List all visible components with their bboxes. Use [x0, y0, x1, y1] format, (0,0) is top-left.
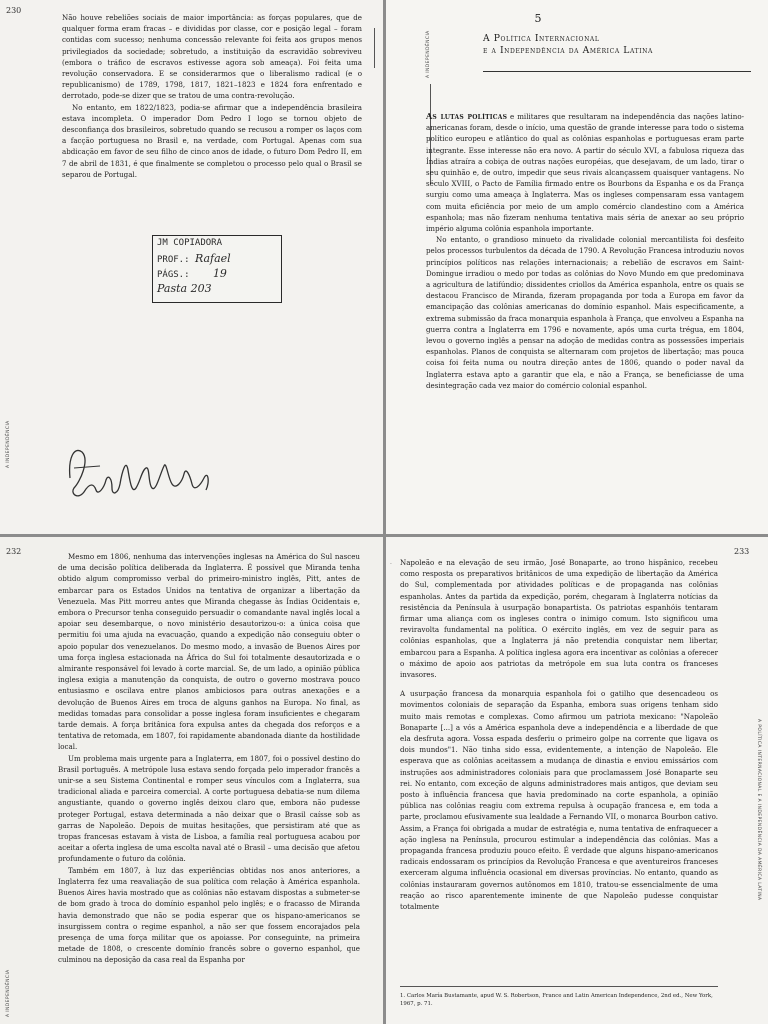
stamp-pags-value: 19 — [212, 267, 227, 280]
lead-words: As lutas políticas — [426, 111, 508, 121]
stamp-pags-label: PÁGS.: — [157, 270, 190, 280]
paragraph: No entanto, o grandioso minueto da rivalidade colonial mercantilista foi desfeito pelos processos turbulentos da década de 1790. A Revolução Francesa introduziu novos princípios políticos nas relações internacionais; a rebelião de escravos em Saint-Domingue irradiou o medo por todas as colônias do Novo Mundo em que predominava a agricultura de latifúndio; dissidentes criollos da América espanhola, entre os quais se destacou Francisco de Miranda, fizeram propaganda por toda a Europa em favor da emancipação das colônias americanas do domínio espanhol. Mais especificamente, a extrema submissão da fraca monarquia espanhola à França, que envolveu a Espanha na guerra contra a Inglaterra em 1796 e novamente, após uma curta trégua, em 1804, levou o governo inglês a pensar na adoção de medidas contra as possessões imperiais espanholas. Planos de conquista se alternaram com projetos de libertação; mas pouca coisa foi feita numa ou noutra direção antes de 1806, quando o poder naval da Inglaterra estava apto a garantir que ela, e não a França, se beneficiasse de uma desintegração cada vez maior do comércio colonial espanhol. — [426, 235, 744, 390]
handwritten-signature — [60, 438, 220, 510]
page-233 — [386, 537, 768, 1024]
title-rule — [483, 71, 751, 72]
paragraph: Mesmo em 1806, nenhuma das intervenções inglesas na América do Sul nasceu de uma decisão política deliberada da Inglaterra. É possível que Miranda tenha obtido algum compromisso verbal do primeiro-ministro inglês, Pitt, antes de embarcar para os Estados Unidos na tentativa de organizar a libertação da Venezuela. Mas Pitt morreu antes que Miranda chegasse às Índias Ocidentais e, embora o Precursor tenha conseguido persuadir o comandante naval inglês local a apoiar seu desembarque, o novo ministério desautorizou-o: a única coisa que permitiu foi uma ajuda na evacuação, quando a expedição não conseguiu obter o apoio popular dos venezuelanos. Do mesmo modo, a invasão de Buenos Aires por uma força inglesa estacionada na África do Sul foi totalmente desautorizada e o almirante responsável foi levado à corte marcial. Se, de um lado, a opinião pública inglesa exigia a manutenção da conquista, de outro o governo mostrava pouco entusiasmo e oscilava entre planos ambiciosos para outras anexações e a devolução de Buenos Aires em troca de alguns ganhos na Europa. No final, as medidas tomadas para consolidar a posse inglesa foram insuficientes e chegaram tarde demais. A força britânica fora expulsa antes da chegada dos reforços e a tentativa de retomada, em 1807, foi rapidamente abandonada diante da hostilidade local. — [58, 552, 360, 752]
running-head: A INDEPENDÊNCIA — [6, 969, 11, 1017]
text-column — [400, 557, 718, 912]
paragraph: No entanto, em 1822/1823, podia-se afirmar que a independência brasileira estava incompleta. O imperador Dom Pedro I logo se tornou objeto de desconfiança dos brasileiros, sobretudo quando se recusou a romper os laços com a facção portuguesa no Brasil e, na verdade, com Portugal. Apenas com sua abdicação em favor de seu filho de cinco anos de idade, o futuro Dom Pedro II, em 7 de abril de 1831, é que finalmente se completou o processo pelo qual o Brasil se separou de Portugal. — [62, 102, 362, 179]
page-number: 233 — [734, 547, 750, 556]
stamp-prof-row — [153, 251, 281, 266]
stamp-prof-label: PROF.: — [157, 255, 190, 265]
chapter-title-line1: A Política Internacional — [483, 33, 600, 44]
text-column — [58, 551, 360, 966]
chapter-title-line2: e a Independência da América Latina — [483, 45, 653, 56]
paragraph: Não houve rebeliões sociais de maior importância: as forças populares, que de qualquer forma eram fracas – e divididas por classe, cor e posição legal – foram contidas com sucesso; nenhuma concessão relevante foi feita aos grupos menos privilegiados da sociedade; sobretudo, a instituição da escravidão sobreviveu (embora o tráfico de escravos estivesse agora sob ameaça). Foi feita uma revolução conservadora. E se considerarmos que o liberalismo radical (e o republicanismo) de 1789, 1798, 1817, 1821–1823 e 1824 fora enfrentado e derrotado, pode-se dizer que se tratou de uma contra-revolução. — [62, 13, 362, 101]
paragraph: Um problema mais urgente para a Inglaterra, em 1807, foi o possível destino do Brasil português. A metrópole lusa estava sendo forçada pelo imperador francês a unir-se a seu Sistema Continental e romper seus vínculos com a Inglaterra, sua tradicional aliada e parceira comercial. A corte portuguesa debatia-se num dilema angustiante, quando o governo inglês deixou claro que, embora não pudesse proteger Portugal, estava determinada a não deixar que o Brasil caísse sob as garras de Napoleão. Depois de muitas hesitações, que persistiram até que as tropas francesas estavam à vista de Lisboa, a família real portuguesa acabou por aceitar a oferta inglesa de uma escolta naval até o Brasil – uma decisão que afetou profundamente o futuro da colônia. — [58, 753, 360, 864]
page-232 — [0, 537, 383, 1024]
paragraph: Também em 1807, à luz das experiências obtidas nos anos anteriores, a Inglaterra fez uma reavaliação de sua política com relação à América espanhola. Buenos Aires havia mostrado que as colônias não estavam dispostas a submeter-se de bom grado à troca do domínio espanhol pelo inglês; e o fracasso de Miranda havia demonstrado que não se podia esperar que os hispano-americanos se insurgissem contra o regime espanhol, a não ser que fossem encorajados pela presença de uma força militar que os apoiasse. Por conseguinte, na primeira metade de 1808, o crescente domínio francês sobre o governo espanhol, que culminou na deposição da casa real da Espanha por — [58, 865, 360, 965]
stamp-shop-name: JM COPIADORA — [157, 238, 223, 248]
running-head: A INDEPENDÊNCIA — [6, 420, 11, 468]
footnote: 1. Carlos María Bustamante, apud W. S. Robertson, France and Latin American Independence, 2nd ed., New York, 1967, p. 71. — [400, 993, 713, 1007]
paragraph-body: e militares que resultaram na independência das nações latino-americanas foram, desde o início, uma questão de grande interesse para todo o sistema político europeu e atlântico do qual as colônias espanholas e portuguesas eram parte integrante. Esse interesse não era novo. A partir do século XVI, a fabulosa riqueza das Índias atraíra a cobiça de outras nações européias, que desejavam, de um lado, tirar o seu quinhão e, de outro, impedir que seus rivais alcançassem quaisquer vantagens. No século XVIII, o Pacto de Família firmado entre os Bourbons da Espanha e os da França surgiu como uma ameaça à Inglaterra. Mas os ingleses compensaram essa vantagem com muita eficiência por meio de um amplo comércio clandestino com a América espanhola; mas não fizeram nenhuma tentativa mais séria de anexar ao seu próprio império alguma colônia espanhola importante. — [426, 112, 744, 234]
footnote-rule — [400, 986, 718, 987]
text-column — [426, 111, 744, 391]
stamp-pages-row — [153, 266, 281, 281]
text-column — [62, 12, 362, 180]
page-230 — [0, 0, 383, 534]
page-chapter-5 — [386, 0, 768, 534]
page-number: 230 — [6, 6, 22, 15]
paragraph: A usurpação francesa da monarquia espanhola foi o gatilho que desencadeou os movimentos coloniais de separação da Espanha, embora suas origens tenham sido muito mais remotas e complexas. Como afirmou um patriota mexicano: "Napoleão Bonaparte [...] a vós a América espanhola deve a independência e a liberdade de que ela desfruta agora. Vossa espada desferiu o primeiro golpe na corrente que ligava os dois mundos"1. Não tinha sido essa, evidentemente, a intenção de Napoleão. Ele esperava que as colônias aceitassem a mudança de dinastia e enviou emissários com instruções aos administradores coloniais para que proclamassem José Bonaparte seu rei. No entanto, com exceção de alguns administradores mais antigos, que deviam seu posto à influência francesa que havia predominado na corte espanhola, a opinião pública nas colônias reagiu com extrema repulsa à ocupação francesa e, em toda a parte, proclamou efusivamente sua lealdade a Fernando VII, o monarca Bourbon cativo. Assim, a França foi obrigada a mudar de estratégia e, numa tentativa de enfraquecer a ação inglesa na Península, procurou estimular a independência das colônias. Mas a propaganda francesa produziu pouco efeito. É verdade que alguns hispano-americanos radicais endossaram os princípios da Revolução Francesa e que aventureiros franceses exerceram alguma influência ocasional em diversas províncias. No entanto, quando as colônias instauraram governos autônomos em 1810, tratou-se essencialmente de uma reação ao risco aparentemente iminente de que Napoleão pudesse conquistar totalmente — [400, 689, 718, 912]
running-head: A INDEPENDÊNCIA — [426, 30, 431, 78]
copy-shop-stamp — [152, 235, 282, 303]
stamp-folder-value: Pasta 203 — [157, 282, 212, 295]
paragraph — [426, 111, 744, 234]
chapter-number: 5 — [534, 12, 542, 25]
stamp-prof-value: Rafael — [194, 252, 231, 265]
running-head: A POLÍTICA INTERNACIONAL E A INDEPENDÊNCIA DA AMÉRICA LATINA — [756, 719, 761, 901]
gutter-mark: · — [390, 561, 392, 568]
paragraph: Napoleão e na elevação de seu irmão, José Bonaparte, ao trono hispânico, recebeu como resposta os preparativos britânicos de uma expedição de libertação da América do Sul, complementada por atividades políticas e de propaganda nas colônias espanholas. Antes da partida da expedição, porém, chegaram à Inglaterra notícias da resistência da Península à usurpação bonapartista. Os patriotas espanhóis tentaram firmar uma aliança com os ingleses contra o inimigo comum. Isto significou uma reviravolta fundamental na política. O exército inglês, em vez de seguir para as colônias espanholas, que a Inglaterra já não pretendia conquistar nem libertar, embarcou para a Espanha. A política inglesa agora era incentivar as colônias a oferecer o máximo de apoio aos patriotas da metrópole em sua luta contra os franceses invasores. — [400, 558, 718, 680]
margin-line — [374, 28, 375, 68]
page-number: 232 — [6, 547, 22, 556]
